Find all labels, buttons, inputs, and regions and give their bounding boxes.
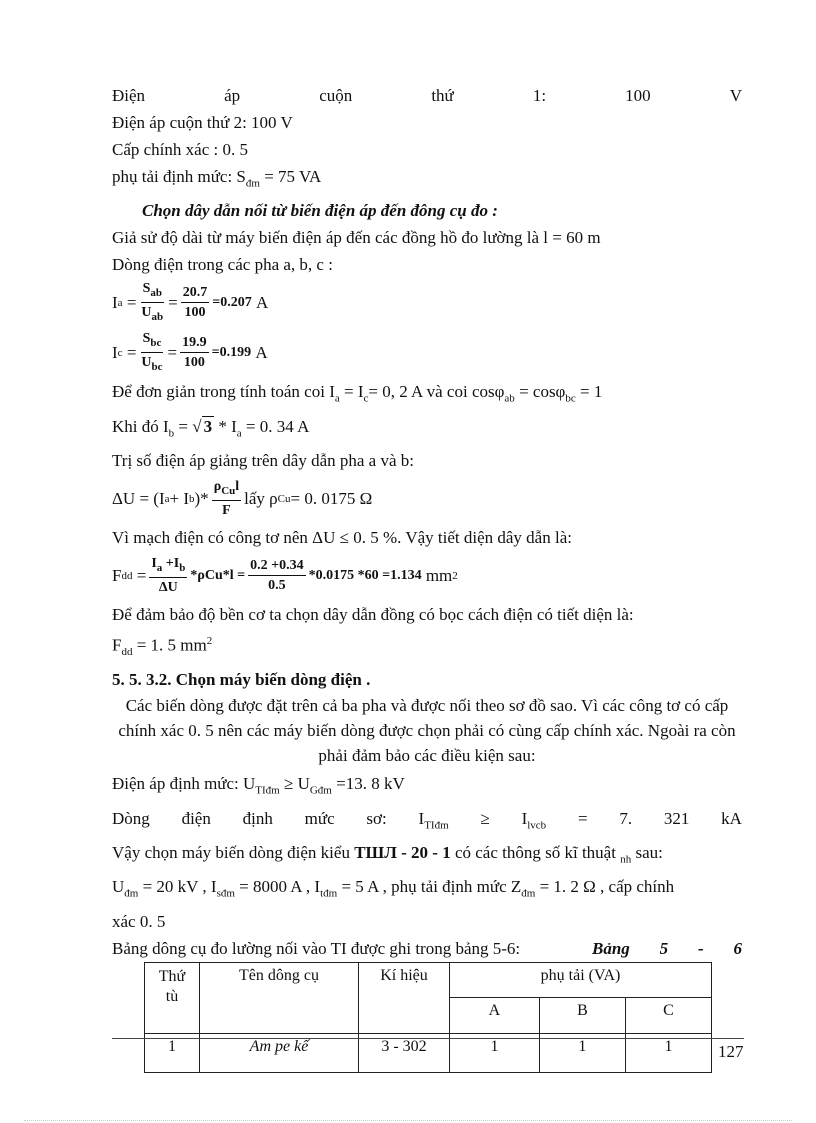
word: thứ: [431, 86, 454, 105]
denominator: 100: [183, 355, 205, 371]
text: U: [112, 877, 125, 897]
meter-condition-line: Vì mạch điện có công tơ nên ΔU ≤ 0. 5 %. Vậy tiết diện dây dẫn là:: [112, 528, 572, 548]
text: U: [141, 354, 152, 370]
text: Điện áp định mức: U: [112, 774, 256, 794]
voltage-coil-1-line: [112, 82, 742, 109]
subscript: lvcb: [527, 819, 547, 831]
text: + I: [169, 489, 190, 509]
word: điện: [181, 808, 211, 828]
header-stt: Thứ tù: [145, 962, 200, 1033]
word: 1:: [532, 86, 547, 105]
subscript: c: [117, 347, 123, 360]
subscript: Cu: [204, 568, 223, 584]
word: 6: [733, 938, 742, 958]
result: =0.207: [212, 295, 252, 311]
ib-line: [112, 413, 742, 447]
text: )*: [194, 489, 209, 509]
header-symbol: Kí hiệu: [359, 962, 450, 1033]
fraction: [149, 555, 187, 597]
subscript: TIđm: [255, 784, 280, 797]
section-heading: 5. 5. 3.2. Chọn máy biến dòng điện .: [112, 670, 371, 690]
text: = I: [339, 382, 364, 402]
word: V: [729, 86, 742, 105]
subscript: ab: [504, 392, 515, 405]
text: Để đơn giản trong tính toán coi I: [112, 382, 335, 402]
word: sơ:: [366, 808, 387, 828]
text: = 75 VA: [259, 167, 322, 186]
rated-current-line: [112, 805, 742, 839]
subscript: bc: [151, 360, 163, 373]
accuracy-line: Cấp chính xác : 0. 5: [112, 140, 248, 159]
text: I: [112, 343, 118, 363]
text: I: [418, 808, 425, 828]
subscript: dd: [121, 570, 133, 583]
denominator: 100: [184, 305, 206, 321]
subscript: a: [334, 392, 340, 405]
equation-ic: I c = $\frac{S_{bc}}{U_{bc}}$ = $\frac{19.9}{100}$ =0.199 A: [112, 328, 742, 378]
bottom-dotted-border: [24, 1120, 792, 1121]
word: -: [697, 938, 704, 958]
text: = 1. 2 Ω , cấp chính: [535, 877, 675, 897]
word: [522, 805, 547, 839]
subscript: b: [168, 427, 175, 440]
equation-fdd: F dd = $\frac{I_a +I_b}{\Delta U}$ *ρ Cu *l = $\frac{0.2 +0.34}{0.5}$ *0.0175 *60 =1.134 mm 2: [112, 556, 458, 596]
durability-line: Để đảm bảo độ bền cơ ta chọn dây dẫn đồng có bọc cách điện có tiết diện là:: [112, 605, 634, 625]
text: = 0, 2 A và coi cosφ: [368, 382, 505, 402]
page-number: 127: [718, 1042, 744, 1061]
text: ΔU = (I: [112, 489, 165, 509]
subscript: a: [236, 427, 242, 440]
denominator: F: [222, 503, 231, 519]
subscript: Gđm: [309, 784, 332, 797]
subscript: bc: [565, 392, 576, 405]
result: *0.0175 *60 =1.134: [308, 568, 422, 584]
text: = cosφ: [514, 382, 566, 402]
text: = 0. 34 A: [241, 416, 310, 436]
voltage-drop-intro: Trị số điện áp giảng trên dây dẫn pha a và b:: [112, 451, 414, 471]
equation-ia: I a = $\frac{S_{ab}}{U_{ab}}$ = $\frac{20.7}{100}$ =0.207 A: [112, 278, 742, 328]
text: I: [112, 293, 118, 313]
word: Dòng: [112, 808, 150, 828]
subscript: Cu: [221, 485, 236, 498]
subscript: đm: [521, 887, 536, 900]
text: = 20 kV , I: [138, 877, 217, 897]
radicand: 3: [203, 416, 213, 436]
text: sau:: [631, 843, 663, 862]
subscript: nh: [620, 853, 632, 866]
table-row: [145, 1033, 712, 1072]
text: l: [235, 479, 240, 495]
text: = 8000 A , I: [234, 877, 321, 897]
text: I: [151, 556, 157, 572]
unit: A: [255, 343, 268, 363]
text: ρ: [213, 479, 222, 495]
word: 321: [663, 808, 690, 828]
word: ≥: [480, 808, 490, 828]
subscript: ab: [151, 310, 164, 323]
word: Điện: [112, 86, 146, 105]
text: *ρ: [190, 568, 205, 584]
page-content: [112, 82, 742, 1073]
word: =: [577, 808, 588, 828]
text: I: [521, 808, 528, 828]
text: = 0. 0175 Ω: [290, 489, 373, 509]
text: lấy ρ: [244, 489, 278, 509]
sqrt-symbol: √ 3: [192, 416, 213, 436]
subscript: đm: [245, 177, 260, 190]
text: ≥ U: [279, 774, 310, 794]
denominator: ΔU: [158, 580, 178, 596]
text: F: [112, 635, 122, 655]
ct-params-line: [112, 873, 742, 907]
subscript: đm: [124, 887, 139, 900]
ct-params-line-2: xác 0. 5: [112, 911, 166, 931]
ct-choice-line: [112, 839, 742, 873]
subscript: tđm: [320, 887, 338, 900]
fraction: [139, 330, 164, 377]
heading-wire-selection: Chọn dây dẫn nối từ biến điện áp đến đông cụ đo :: [142, 201, 498, 221]
header-c: C: [625, 998, 711, 1034]
rated-voltage-line: [112, 770, 742, 804]
rated-load-line: [112, 163, 742, 197]
numerator: 19.9: [180, 334, 209, 353]
word: mức: [304, 808, 335, 828]
header-name: Tên dông cụ: [200, 962, 359, 1033]
result: =0.199: [211, 345, 252, 361]
word: Bảng: [592, 938, 630, 958]
unit: A: [255, 293, 269, 313]
length-assumption: Giả sử độ dài từ máy biến điện áp đến các đồng hồ đo lường là l = 60 m: [112, 228, 601, 248]
text: =: [174, 416, 193, 436]
subscript: a: [164, 493, 170, 506]
table-label: [592, 935, 742, 962]
fraction: [181, 284, 210, 322]
cell-c: 1: [625, 1033, 711, 1072]
instrument-table: [144, 962, 712, 1073]
word: định: [242, 808, 273, 828]
centered-paragraph: Các biến dòng được đặt trên cả ba pha và được nối theo sơ đồ sao. Vì các công tơ có cấp chính xác 0. 5 nên các máy biến dòng được chọn phải có cùng cấp chính xác. Ngoài ra còn phải đảm bảo các điều kiện sau:: [118, 696, 736, 766]
subscript: bc: [150, 336, 162, 349]
subscript: b: [179, 562, 186, 575]
subscript: a: [156, 562, 163, 575]
subscript: b: [189, 493, 195, 506]
simplification-line: [112, 378, 742, 412]
text: +I: [162, 556, 180, 572]
subscript: sđm: [216, 887, 235, 900]
footer-rule: [112, 1038, 744, 1039]
fraction: [180, 334, 209, 372]
text: = 1: [575, 382, 603, 402]
word: 5: [659, 938, 669, 958]
word: [419, 805, 449, 839]
superscript: 2: [206, 635, 213, 648]
text: F: [112, 566, 122, 586]
fdd-result-line: [112, 628, 742, 666]
text: Vậy chọn máy biến dòng điện kiểu: [112, 843, 355, 862]
text: U: [141, 304, 152, 320]
text: phụ tải định mức: S: [112, 167, 246, 186]
table-caption: Bảng dông cụ đo lường nối vào TI được ghi trong bảng 5-6:: [112, 938, 521, 958]
subscript: a: [117, 297, 123, 310]
subscript: TIđm: [424, 819, 449, 831]
cell-b: 1: [539, 1033, 625, 1072]
subscript: dd: [121, 646, 133, 659]
header-b: B: [539, 998, 625, 1034]
table-caption-line: [112, 935, 742, 962]
fraction: [248, 557, 305, 595]
word: 100: [625, 86, 651, 105]
phase-current-intro: Dòng điện trong các pha a, b, c :: [112, 255, 333, 275]
word: áp: [224, 86, 241, 105]
word: kA: [721, 808, 742, 828]
superscript: 2: [452, 570, 458, 583]
word: cuộn: [319, 86, 353, 105]
word: 7.: [619, 808, 633, 828]
unit: mm: [425, 566, 453, 586]
cell-name: Am pe kế: [200, 1033, 359, 1072]
text: S: [142, 281, 151, 297]
subscript: c: [363, 392, 369, 405]
text: =13. 8 kV: [331, 774, 405, 794]
cell-symbol: 3 - 302: [359, 1033, 450, 1072]
text: Khi đó I: [112, 416, 169, 436]
text: có các thông số kĩ thuật: [450, 843, 621, 862]
model-name: TШЛ - 20 - 1: [354, 843, 451, 862]
text: * I: [214, 416, 237, 436]
cell-stt: 1: [145, 1033, 200, 1072]
subscript: Cu: [277, 493, 291, 506]
text: = 5 A , phụ tải định mức Z: [337, 877, 522, 897]
fraction: [139, 280, 165, 327]
numerator: 0.2 +0.34: [248, 557, 305, 576]
cell-a: 1: [450, 1033, 540, 1072]
numerator: 20.7: [181, 284, 210, 303]
header-load: phụ tải (VA): [450, 962, 712, 998]
voltage-coil-2-line: Điện áp cuộn thứ 2: 100 V: [112, 113, 293, 132]
text: = 1. 5 mm: [132, 635, 207, 655]
denominator: 0.5: [268, 578, 286, 594]
header-a: A: [450, 998, 540, 1034]
subscript: ab: [150, 286, 162, 299]
text: *l =: [222, 568, 246, 584]
equation-delta-u: [112, 474, 742, 524]
text: S: [142, 331, 151, 347]
fraction: [212, 478, 241, 520]
